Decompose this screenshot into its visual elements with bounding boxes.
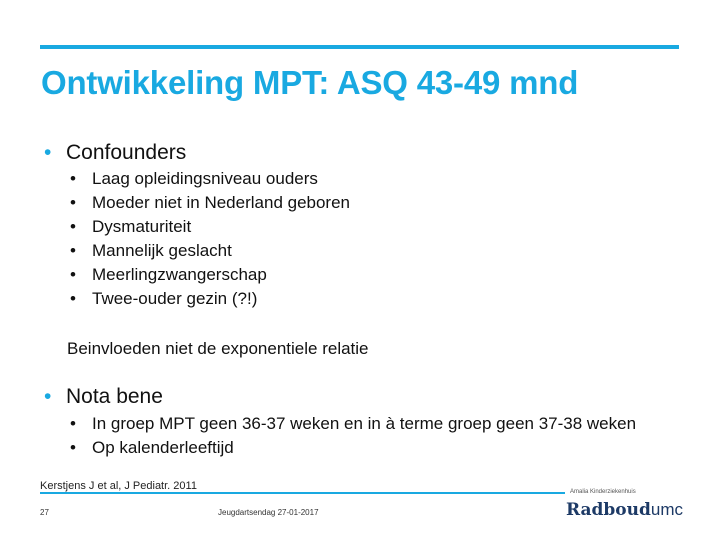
bullet-icon: •	[44, 385, 52, 408]
bullet-icon: •	[70, 289, 76, 308]
bullet-icon: •	[44, 141, 52, 164]
event-label: Jeugdartsendag 27-01-2017	[218, 508, 319, 517]
confounder-list	[70, 167, 350, 311]
logo-umc: umc	[650, 500, 684, 519]
section-heading: Nota bene	[66, 385, 163, 408]
nota-bene-list	[70, 412, 636, 460]
bullet-nota-bene	[44, 385, 163, 409]
bullet-icon: •	[70, 193, 76, 212]
bullet-icon: •	[70, 265, 76, 284]
bullet-icon: •	[70, 241, 76, 260]
list-item: • Mannelijk geslacht	[70, 239, 350, 263]
logo-radboud: Radboud	[566, 500, 651, 520]
list-item: • In groep MPT geen 36-37 weken en in à terme groep geen 37-38 weken	[70, 412, 636, 436]
page-number: 27	[40, 508, 49, 517]
section-heading: Confounders	[66, 141, 187, 164]
top-divider	[40, 45, 679, 49]
bullet-icon: •	[70, 414, 76, 433]
list-item: • Laag opleidingsniveau ouders	[70, 167, 350, 191]
list-item: • Dysmaturiteit	[70, 215, 350, 239]
bullet-confounders	[44, 141, 186, 165]
bullet-icon: •	[70, 169, 76, 188]
list-item: • Moeder niet in Nederland geboren	[70, 191, 350, 215]
bullet-icon: •	[70, 438, 76, 457]
bullet-icon: •	[70, 217, 76, 236]
list-item: • Meerlingzwangerschap	[70, 263, 350, 287]
slide-title: Ontwikkeling MPT: ASQ 43-49 mnd	[41, 64, 579, 101]
bottom-divider	[40, 492, 565, 494]
list-item: • Twee-ouder gezin (?!)	[70, 287, 350, 311]
confounder-note: Beinvloeden niet de exponentiele relatie	[67, 339, 369, 358]
reference: Kerstjens J et al, J Pediatr. 2011	[40, 480, 197, 492]
list-item: • Op kalenderleeftijd	[70, 436, 636, 460]
radboudumc-logo	[566, 500, 683, 520]
logo-subtitle: Amalia Kinderziekenhuis	[570, 489, 636, 495]
